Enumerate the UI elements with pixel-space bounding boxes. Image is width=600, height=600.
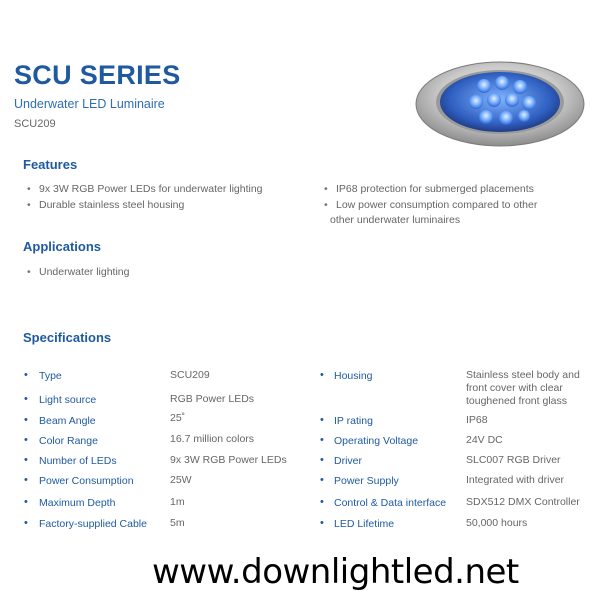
list-item: • IP68 protection for submerged placements <box>320 182 590 198</box>
spec-label: Housing <box>334 370 373 382</box>
spec-value-multiline: Stainless steel body and front cover with clear toughened front glass <box>466 369 580 407</box>
spec-value: 1m <box>170 496 185 508</box>
bullet-icon: • <box>320 454 324 466</box>
bullet-icon: • <box>24 474 28 486</box>
bullet-icon: • <box>27 266 31 278</box>
list-item: • Durable stainless steel housing <box>23 198 313 214</box>
bullet-icon: • <box>24 369 28 381</box>
website-watermark: www.downlightled.net <box>152 552 519 592</box>
product-series-title: SCU SERIES <box>14 60 181 90</box>
spec-label: Operating Voltage <box>334 435 419 447</box>
spec-value: Integrated with driver <box>466 474 565 486</box>
bullet-icon: • <box>320 369 324 381</box>
features-list-left <box>23 182 313 213</box>
spec-label: Light source <box>39 394 97 406</box>
bullet-icon: • <box>320 474 324 486</box>
spec-label: Type <box>39 370 62 382</box>
spec-value: 25W <box>170 474 192 486</box>
list-item: • 9x 3W RGB Power LEDs for underwater lighting <box>23 182 313 198</box>
bullet-icon: • <box>24 454 28 466</box>
bullet-icon: • <box>320 496 324 508</box>
spec-value: 5m <box>170 517 185 529</box>
underwater-led-luminaire-image <box>414 56 586 148</box>
spec-value: 25˚ <box>170 412 186 424</box>
spec-value: 9x 3W RGB Power LEDs <box>170 454 287 466</box>
bullet-icon: • <box>24 414 28 426</box>
bullet-icon: • <box>24 434 28 446</box>
product-subtitle: Underwater LED Luminaire <box>14 97 165 111</box>
bullet-icon: • <box>324 183 328 195</box>
list-item: • Underwater lighting <box>23 265 313 281</box>
spec-value: SDX512 DMX Controller <box>466 496 580 508</box>
applications-heading: Applications <box>23 239 102 254</box>
spec-label: LED Lifetime <box>334 518 395 530</box>
spec-value: 50,000 hours <box>466 517 528 529</box>
spec-label: Driver <box>334 455 362 467</box>
spec-label: Power Consumption <box>39 475 134 487</box>
spec-label: Factory-supplied Cable <box>39 518 147 530</box>
list-item-continuation: other underwater luminaires <box>330 214 461 226</box>
spec-value: SLC007 RGB Driver <box>466 454 561 466</box>
bullet-icon: • <box>24 517 28 529</box>
spec-label: Number of LEDs <box>39 455 117 467</box>
spec-value: 24V DC <box>466 434 503 446</box>
specifications-heading: Specifications <box>23 330 112 345</box>
features-heading: Features <box>23 157 78 172</box>
bullet-icon: • <box>24 393 28 405</box>
list-item: • Low power consumption compared to other <box>320 198 590 214</box>
bullet-icon: • <box>324 198 328 211</box>
spec-label: Color Range <box>39 435 98 447</box>
features-list-right <box>320 182 590 229</box>
spec-value: RGB Power LEDs <box>170 393 255 405</box>
spec-label: IP rating <box>334 415 373 427</box>
bullet-icon: • <box>27 183 31 195</box>
bullet-icon: • <box>320 517 324 529</box>
spec-label: Control & Data interface <box>334 497 447 509</box>
spec-label: Maximum Depth <box>39 497 116 509</box>
bullet-icon: • <box>24 496 28 508</box>
spec-label: Power Supply <box>334 475 399 487</box>
spec-value: 16.7 million colors <box>170 433 255 445</box>
spec-value: SCU209 <box>170 369 210 381</box>
bullet-icon: • <box>320 414 324 426</box>
bullet-icon: • <box>320 434 324 446</box>
applications-list <box>23 265 313 281</box>
spec-label: Beam Angle <box>39 415 96 427</box>
spec-value: IP68 <box>466 414 488 426</box>
bullet-icon: • <box>27 198 31 211</box>
product-model: SCU209 <box>14 118 56 130</box>
